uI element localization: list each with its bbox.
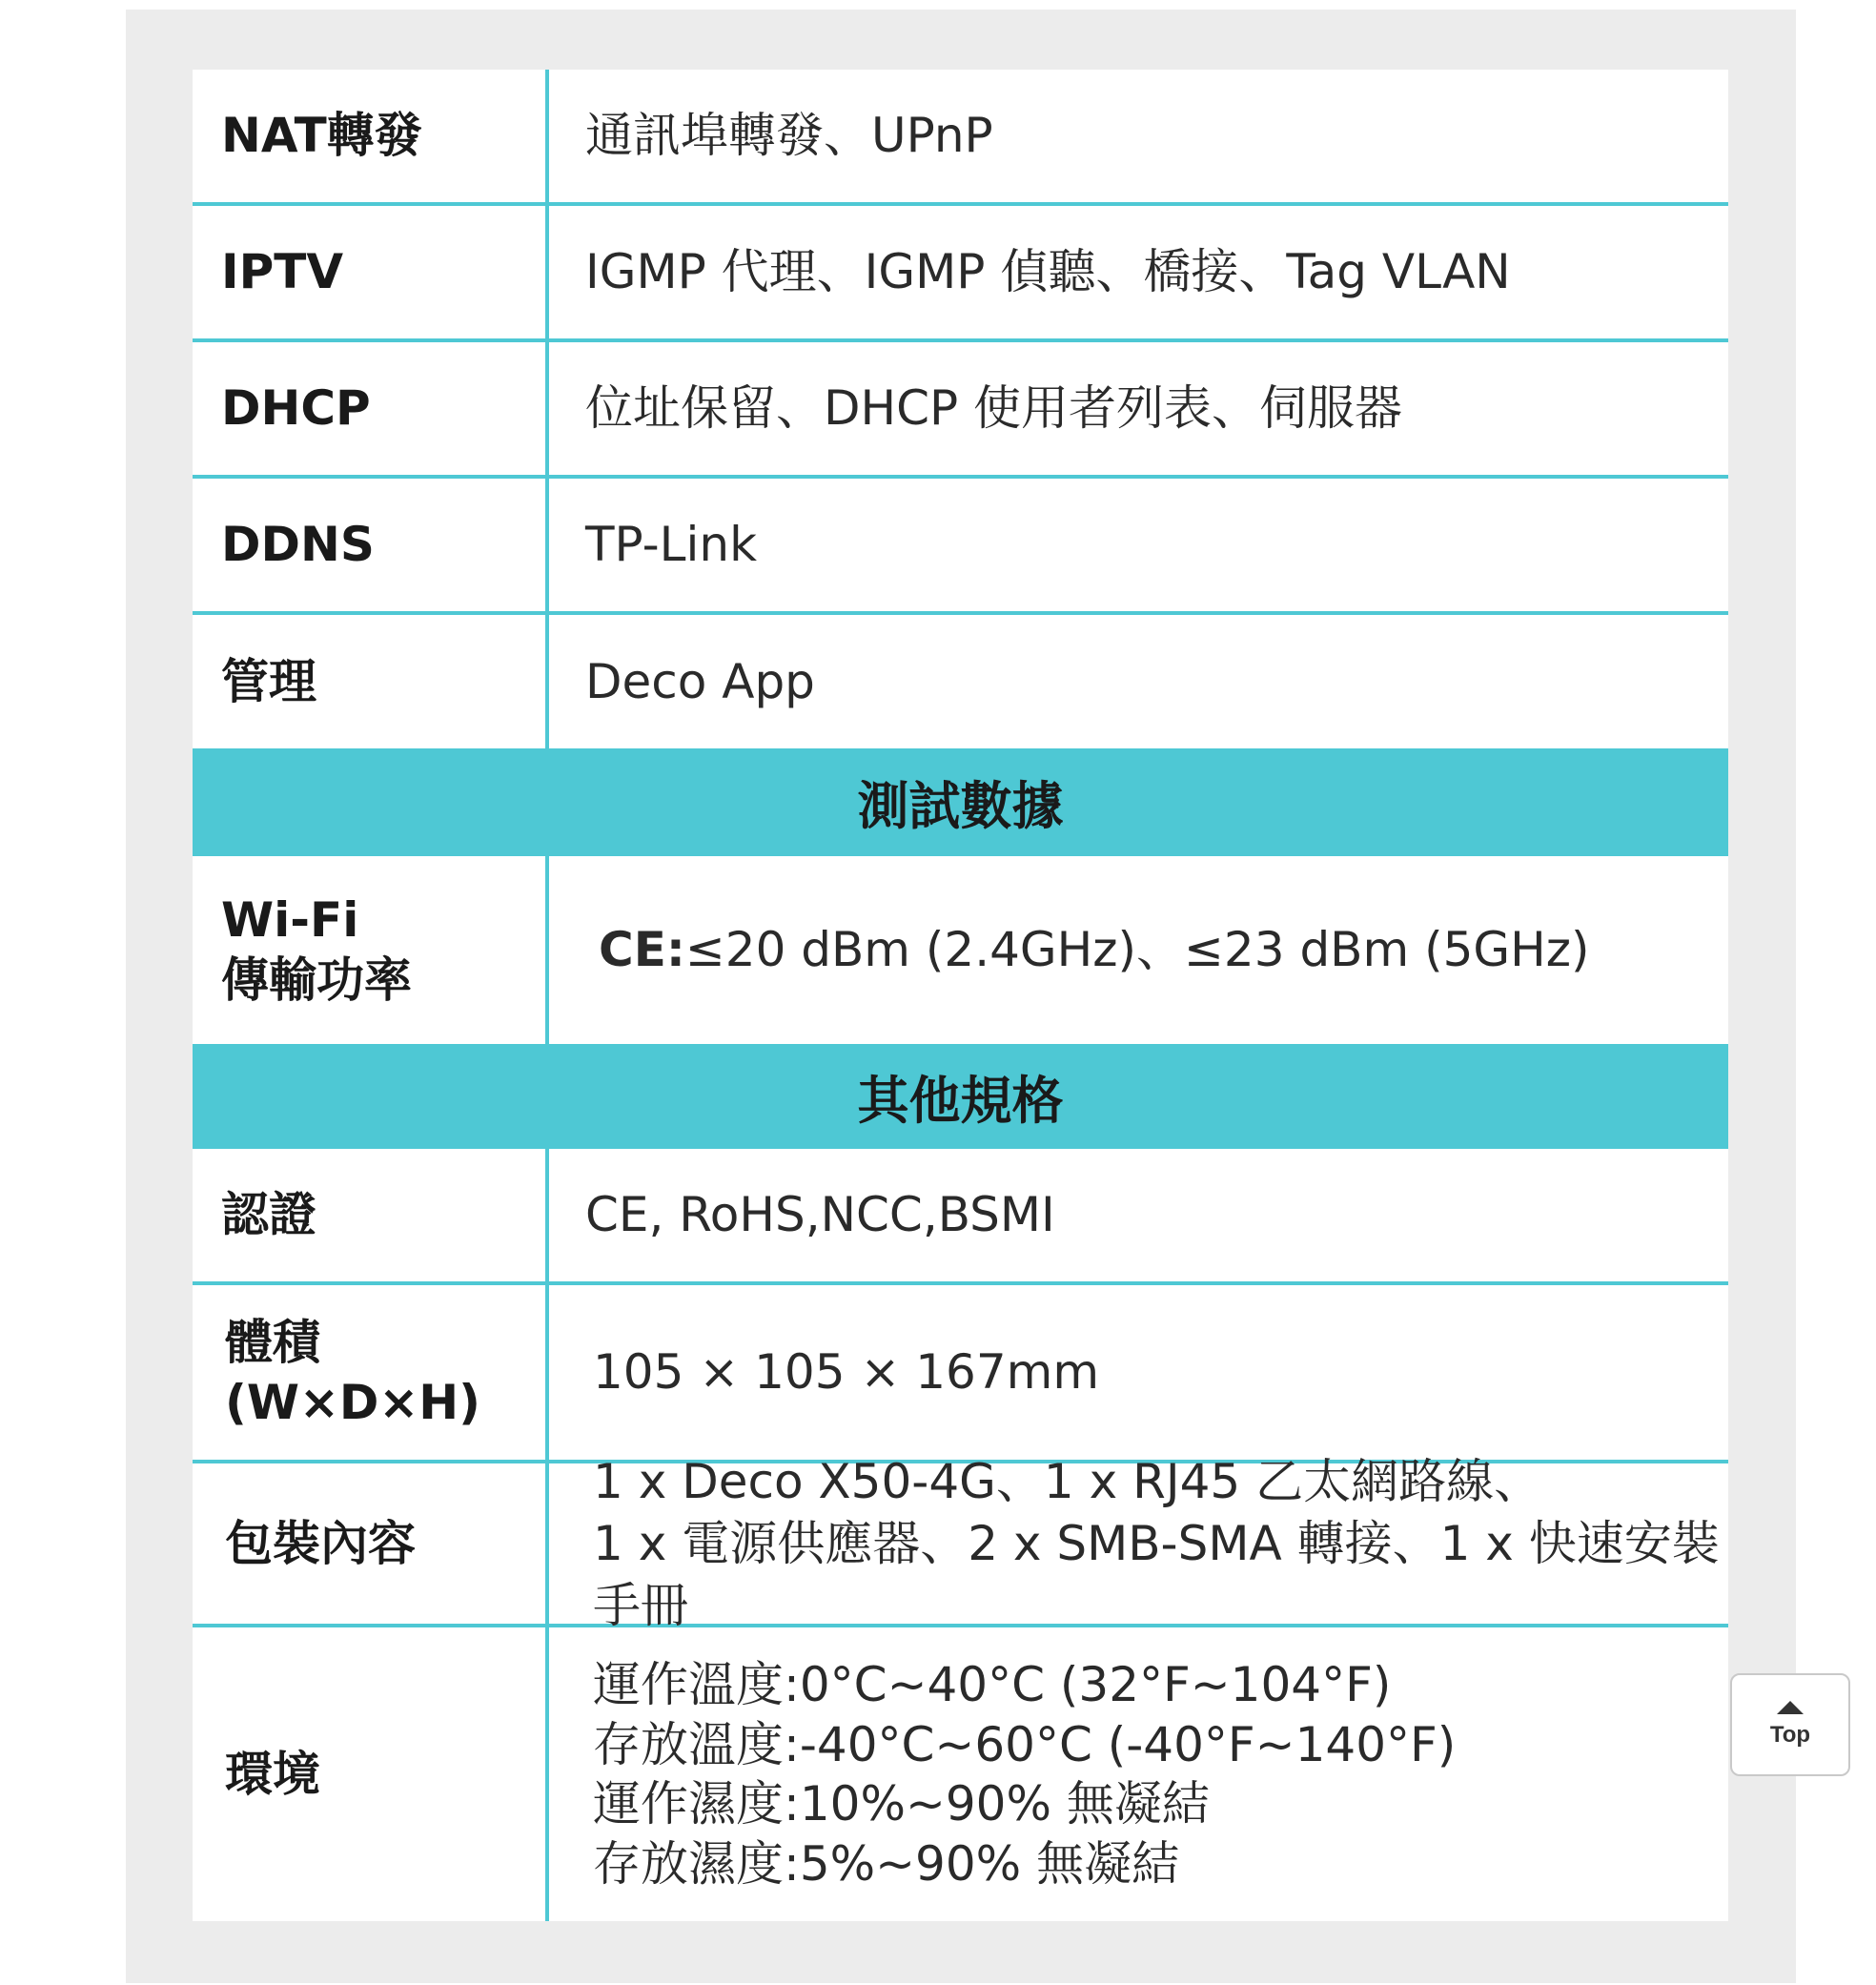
spec-label: 管理 [193,615,549,748]
spec-value: Deco App [585,653,815,709]
back-to-top-label: Top [1769,1722,1811,1748]
wifi-power-value: ≤20 dBm (2.4GHz)、≤23 dBm (5GHz) [684,922,1590,977]
spec-label [193,1285,549,1460]
spec-row-ddns [193,479,1728,615]
spec-row-package [193,1453,1728,1633]
spec-row-management [193,615,1728,748]
spec-label: NAT轉發 [193,70,549,202]
spec-label: DHCP [193,342,549,475]
environment-line: 存放溫度:-40°C~60°C (-40°F~140°F) [593,1716,1457,1772]
environment-line: 存放濕度:5%~90% 無凝結 [593,1835,1180,1892]
spec-value: 通訊埠轉發、UPnP [585,108,993,163]
spec-value: TP-Link [585,517,758,572]
back-to-top-button[interactable] [1730,1673,1850,1776]
spec-row-dhcp [193,342,1728,479]
spec-row-dimensions [193,1285,1728,1463]
spec-label: IPTV [193,206,549,338]
spec-label: 認證 [193,1149,549,1281]
package-line: 1 x Deco X50-4G、1 x RJ45 乙太網路線、 [593,1453,1542,1509]
spec-value [549,856,1728,1044]
spec-label-line: (W×D×H) [225,1374,480,1430]
ce-prefix: CE: [599,922,685,977]
environment-line: 運作溫度:0°C~40°C (32°F~104°F) [593,1657,1392,1712]
spec-value: CE, RoHS,NCC,BSMI [585,1187,1055,1242]
section-header-test: 測試數據 [193,748,1728,856]
spec-label-line: 體積 [225,1315,320,1370]
spec-row-wifi-power [193,856,1728,1044]
spec-label: DDNS [193,479,549,611]
section-header-other: 其他規格 [193,1044,1728,1149]
environment-line: 運作濕度:10%~90% 無凝結 [593,1776,1210,1832]
spec-table [193,70,1728,1921]
spec-row-environment [193,1627,1728,1921]
package-line: 1 x 電源供應器、2 x SMB-SMA 轉接、1 x 快速安裝手冊 [593,1515,1720,1633]
spec-label: 包裝內容 [193,1463,549,1624]
spec-label: 環境 [193,1627,549,1921]
spec-value: IGMP 代理、IGMP 偵聽、橋接、Tag VLAN [585,244,1511,299]
arrow-up-icon [1777,1701,1804,1714]
spec-row-nat [193,70,1728,206]
spec-value [549,1627,1728,1921]
spec-label [193,856,549,1044]
spec-value: 位址保留、DHCP 使用者列表、伺服器 [585,380,1403,436]
spec-value [549,1453,1728,1633]
spec-label-line: Wi-Fi [221,892,359,948]
spec-row-certification [193,1149,1728,1285]
spec-row-iptv [193,206,1728,342]
spec-value: 105 × 105 × 167mm [593,1344,1100,1400]
spec-label-line: 傳輸功率 [221,952,412,1008]
